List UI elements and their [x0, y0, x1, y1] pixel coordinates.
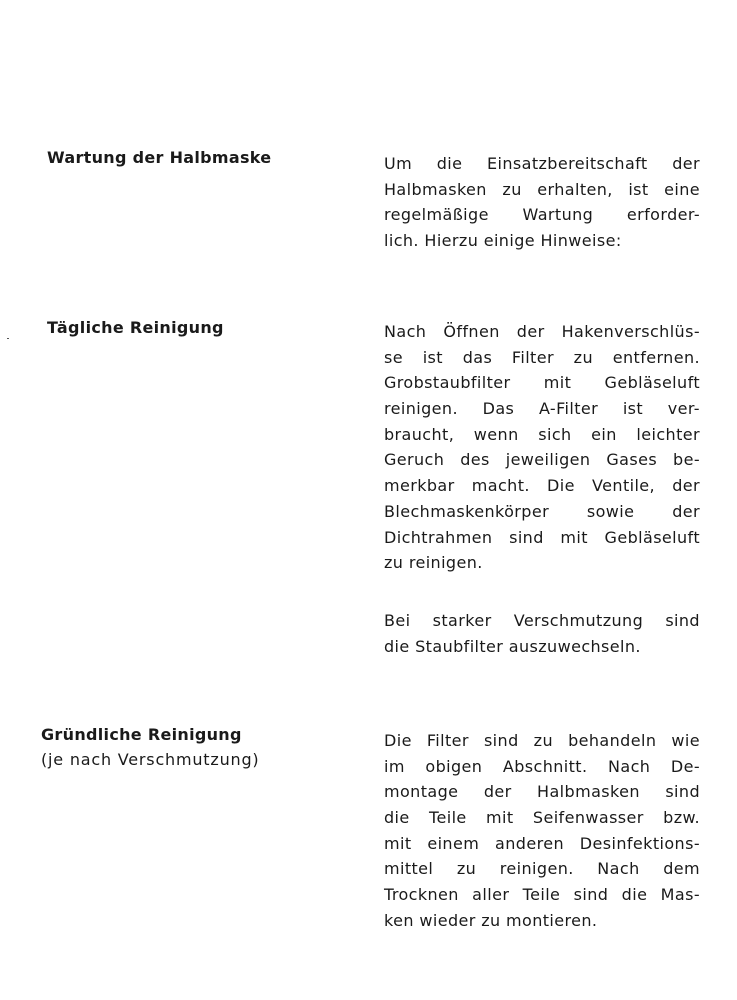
heading-taegliche-reinigung: Tägliche Reinigung: [47, 318, 224, 337]
text-line: mit einem anderen Desinfektions-: [384, 833, 700, 853]
text-line: zu reinigen.: [384, 553, 483, 573]
paragraph-wartung: [384, 151, 700, 254]
text-line: merkbar macht. Die Ventile, der: [384, 476, 700, 496]
text-line: Um die Einsatzbereitschaft der: [384, 154, 700, 173]
text-line: Dichtrahmen sind mit Gebläseluft: [384, 527, 700, 547]
heading-wartung: Wartung der Halbmaske: [47, 148, 272, 167]
text-line: mittel zu reinigen. Nach dem: [384, 859, 700, 879]
text-line: Geruch des jeweiligen Gases be-: [384, 450, 700, 470]
text-line: reinigen. Das A-Filter ist ver-: [384, 399, 700, 419]
text-line: ken wieder zu montieren.: [384, 910, 598, 930]
text-line: Grobstaubfilter mit Gebläseluft: [384, 373, 700, 393]
paragraph-taegliche-reinigung: [384, 319, 700, 576]
text-line: regelmäßige Wartung erforder-: [384, 205, 700, 225]
paragraph-gruendliche-reinigung: [384, 728, 700, 934]
scan-speck: [7, 338, 9, 339]
text-line: die Teile mit Seifenwasser bzw.: [384, 808, 700, 828]
text-line: Nach Öffnen der Hakenverschlüs-: [384, 322, 700, 341]
text-line: Bei starker Verschmutzung sind: [384, 611, 700, 630]
subheading-verschmutzung: (je nach Verschmutzung): [41, 750, 260, 769]
text-line: die Staubfilter auszuwechseln.: [384, 636, 641, 656]
text-line: im obigen Abschnitt. Nach De-: [384, 756, 700, 776]
text-line: Halbmasken zu erhalten, ist eine: [384, 179, 700, 199]
paragraph-starke-verschmutzung: [384, 608, 700, 659]
text-line: Trocknen aller Teile sind die Mas-: [384, 885, 700, 905]
text-line: Blechmaskenkörper sowie der: [384, 501, 700, 521]
text-line: montage der Halbmasken sind: [384, 782, 700, 802]
text-line: se ist das Filter zu entfernen.: [384, 347, 700, 367]
text-line: Die Filter sind zu behandeln wie: [384, 731, 700, 750]
text-line: braucht, wenn sich ein leichter: [384, 424, 700, 444]
text-line: lich. Hierzu einige Hinweise:: [384, 231, 622, 251]
heading-gruendliche-reinigung: Gründliche Reinigung: [41, 725, 242, 744]
